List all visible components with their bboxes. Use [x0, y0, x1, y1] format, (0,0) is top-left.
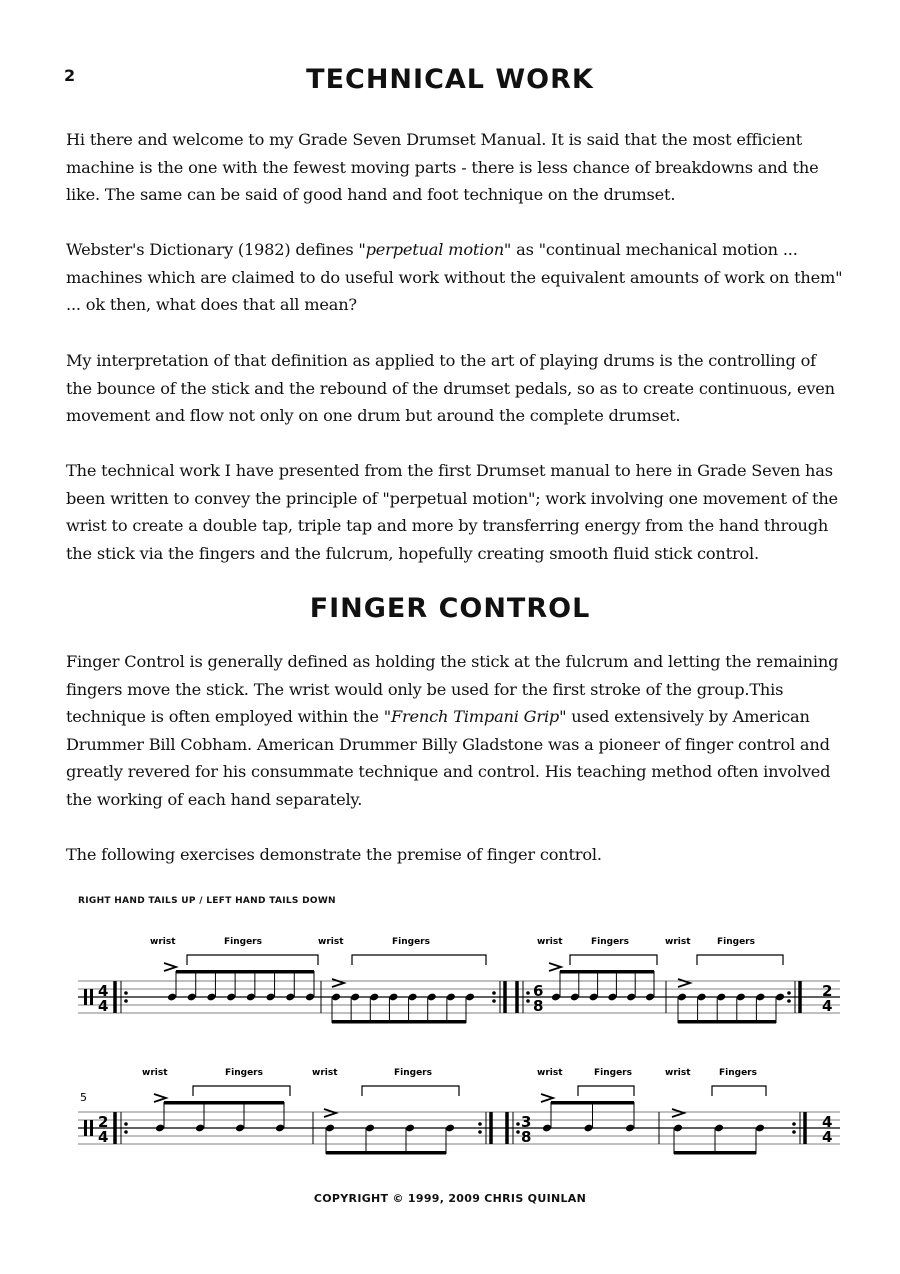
accent-mark: [164, 963, 176, 971]
repeat-dot: [124, 1122, 128, 1126]
heading-technical-work: TECHNICAL WORK: [306, 64, 594, 95]
finger-control-text-a: Finger Control is generally defined as holding the stick at the fulcrum and letting the remaining fingers move the stick. The wrist would only be used for the first stroke of the group.This technique is often employed within the ": [66, 652, 839, 726]
time-sig-6-8-top: 6: [533, 982, 544, 1000]
fingers-bracket: [187, 955, 318, 965]
perpetual-motion-term: perpetual motion: [365, 240, 504, 259]
accent-mark: [672, 1109, 684, 1117]
repeat-dot: [787, 999, 791, 1003]
fingers-label: Fingers: [224, 937, 262, 947]
wrist-label: wrist: [150, 937, 176, 947]
wrist-label: wrist: [312, 1068, 338, 1078]
time-sig-6-8-bottom: 8: [533, 997, 544, 1015]
percussion-clef: [90, 989, 93, 1005]
fingers-label: Fingers: [225, 1068, 263, 1078]
repeat-dot: [516, 1122, 520, 1126]
repeat-dot: [787, 991, 791, 995]
fingers-label: Fingers: [394, 1068, 432, 1078]
measure1-beam: [176, 970, 314, 974]
repeat-dot: [124, 999, 128, 1003]
fingers-label: Fingers: [591, 937, 629, 947]
wrist-label: wrist: [142, 1068, 168, 1078]
measure7-beam: [551, 1101, 634, 1105]
repeat-dot: [526, 999, 530, 1003]
repeat-dot: [792, 1122, 796, 1126]
time-sig-2-4-bottom: 4: [822, 997, 833, 1015]
repeat-dot: [124, 1130, 128, 1134]
wrist-label: wrist: [665, 1068, 691, 1078]
measure6-beam: [326, 1151, 446, 1155]
measure3-beam: [560, 970, 654, 974]
heading-finger-control: FINGER CONTROL: [309, 593, 591, 624]
percussion-clef: [90, 1120, 93, 1136]
repeat-dot: [492, 991, 496, 995]
accent-mark: [549, 963, 561, 971]
measure4-beam: [678, 1020, 776, 1024]
repeat-dot: [516, 1130, 520, 1134]
repeat-dot: [124, 991, 128, 995]
wrist-label: wrist: [537, 937, 563, 947]
time-sig-3-8-bottom: 8: [521, 1128, 532, 1146]
time-sig-4-4-top: 4: [98, 982, 109, 1000]
wrist-label: wrist: [665, 937, 691, 947]
fingers-label: Fingers: [717, 937, 755, 947]
measure8-beam: [674, 1151, 756, 1155]
paragraph-following-exercises: The following exercises demonstrate the premise of finger control.: [66, 845, 602, 864]
page-number: 2: [64, 66, 76, 85]
time-sig-4-4-bottom: 4: [822, 1128, 833, 1146]
time-sig-2-4-bottom: 4: [98, 1128, 109, 1146]
repeat-dot: [492, 999, 496, 1003]
time-sig-4-4-bottom: 4: [98, 997, 109, 1015]
repeat-dot: [478, 1130, 482, 1134]
measure-number: 5: [80, 1091, 87, 1104]
accent-mark: [154, 1094, 166, 1102]
wrist-label: wrist: [537, 1068, 563, 1078]
fingers-bracket: [362, 1086, 459, 1096]
websters-text-a: Webster's Dictionary (1982) defines ": [66, 240, 366, 259]
fingers-bracket: [352, 955, 486, 965]
fingers-bracket: [697, 955, 783, 965]
percussion-clef: [84, 1120, 87, 1136]
fingers-bracket: [570, 955, 657, 965]
measure2-beam: [332, 1020, 466, 1024]
exercise-caption: RIGHT HAND TAILS UP / LEFT HAND TAILS DOWN: [78, 896, 336, 906]
finger-control-text-b: " used extensively by American Drummer Bill Cobham. American Drummer Billy Gladstone was a pioneer of finger control and greatly revered for his consummate technique and control. His teaching method often involved the working of each hand separately.: [66, 707, 831, 809]
copyright: COPYRIGHT © 1999, 2009 CHRIS QUINLAN: [313, 1192, 587, 1205]
fingers-bracket: [712, 1086, 766, 1096]
percussion-clef: [84, 989, 87, 1005]
measure5-beam: [164, 1101, 284, 1105]
fingers-label: Fingers: [719, 1068, 757, 1078]
wrist-label: wrist: [318, 937, 344, 947]
websters-text-b: " as "continual mechanical motion ... machines which are claimed to do useful work without the equivalent amounts of work on them" ... ok then, what does that all mean?: [66, 240, 843, 314]
time-sig-4-4-top: 4: [822, 1113, 833, 1131]
accent-mark: [324, 1109, 336, 1117]
repeat-dot: [478, 1122, 482, 1126]
paragraph-technical-work: The technical work I have presented from the first Drumset manual to here in Grade Seven has been written to convey the principle of "perpetual motion"; work involving one movement of the wrist to create a double tap, triple tap and more by transferring energy from the hand through the stick via the fingers and the fulcrum, hopefully creating smooth fluid stick control.: [66, 461, 838, 563]
time-sig-2-4-top: 2: [98, 1113, 109, 1131]
repeat-dot: [792, 1130, 796, 1134]
fingers-bracket: [578, 1086, 634, 1096]
accent-mark: [678, 979, 690, 987]
repeat-dot: [526, 991, 530, 995]
time-sig-2-4-top: 2: [822, 982, 833, 1000]
paragraph-interpretation: My interpretation of that definition as applied to the art of playing drums is the controlling of the bounce of the stick and the rebound of the drumset pedals, so as to create continuous, even movement and flow not only on one drum but around the complete drumset.: [66, 351, 835, 425]
paragraph-welcome: Hi there and welcome to my Grade Seven Drumset Manual. It is said that the most efficient machine is the one with the fewest moving parts - there is less chance of breakdowns and the like. The same can be said of good hand and foot technique on the drumset.: [66, 130, 819, 204]
fingers-label: Fingers: [594, 1068, 632, 1078]
accent-mark: [332, 979, 344, 987]
accent-mark: [541, 1094, 553, 1102]
fingers-bracket: [193, 1086, 290, 1096]
french-timpani-grip-term: French Timpani Grip: [390, 707, 560, 726]
time-sig-3-8-top: 3: [521, 1113, 532, 1131]
fingers-label: Fingers: [392, 937, 430, 947]
